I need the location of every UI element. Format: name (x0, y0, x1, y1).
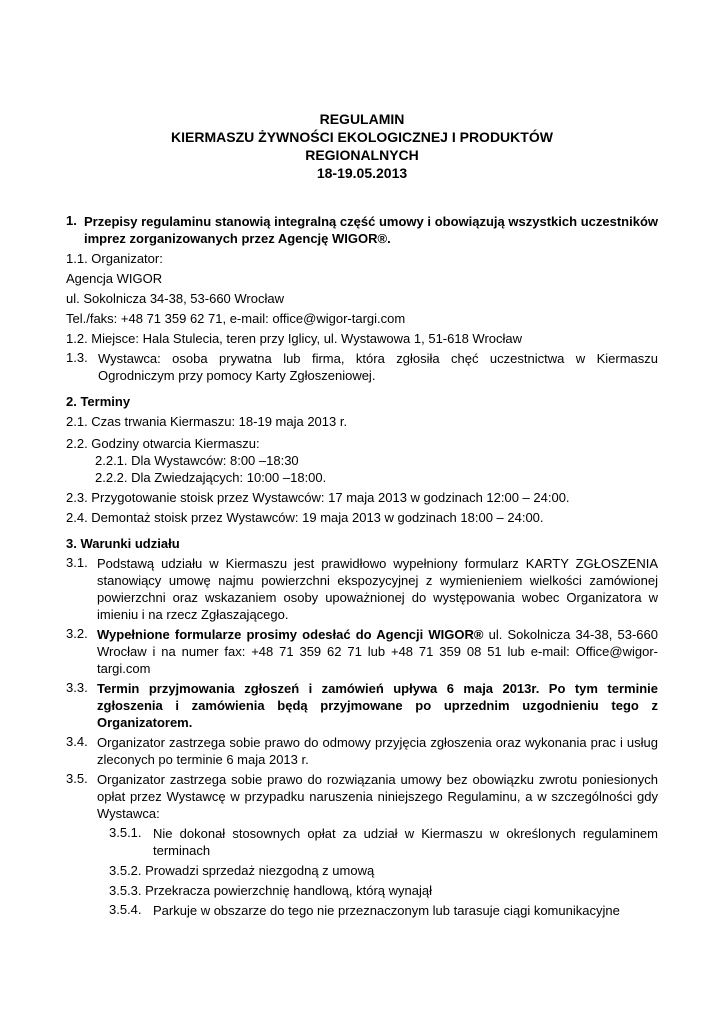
item-3-5-4-number: 3.5.4. (109, 902, 142, 917)
item-2-3: 2.3. Przygotowanie stoisk przez Wystawców: 17 maja 2013 w godzinach 12:00 – 24:00. (66, 490, 570, 505)
organizer-contact: Tel./faks: +48 71 359 62 71, e-mail: office@wigor-targi.com (66, 311, 406, 326)
item-1-3-text: Wystawca: osoba prywatna lub firma, która zgłosiła chęć uczestnictwa w Kiermaszu Ogrodniczym przy pomocy Karty Zgłoszeniowej. (98, 351, 658, 383)
item-3-4-number: 3.4. (66, 734, 88, 749)
item-3-5-4-text: Parkuje w obszarze do tego nie przeznaczonym lub tarasuje ciągi komunikacyjne (153, 903, 620, 918)
item-3-2-rest-text: ul. Sokolnicza 34-38, 53-660 Wrocław i na numer fax: +48 71 359 62 71 lub +48 71 359 08 51 lub e-mail: Office@wigor-targi.com (97, 627, 658, 676)
section-1-number: 1. (66, 213, 77, 228)
item-3-1-text: Podstawą udziału w Kiermaszu jest prawidłowo wypełniony formularz KARTY ZGŁOSZENIA stanowiący umowę najmu powierzchni ekspozycyjnej z wymienieniem wielkości zamówionej powierzchni oraz wskazaniem osoby upoważnionej do występowania wobec Organizatora w imieniu i na rzecz Zgłaszającego. (97, 556, 658, 622)
title-line-3: REGIONALNYCH (305, 147, 419, 163)
item-1-3-number: 1.3. (66, 350, 88, 365)
item-3-5-4 (66, 902, 658, 919)
item-1-3 (66, 350, 658, 384)
item-3-3-text: Termin przyjmowania zgłoszeń i zamówień upływa 6 maja 2013r. Po tym terminie zgłoszenia i zamówienia będą przyjmowane po uprzednim uzgodnieniu tego z Organizatorem. (97, 681, 658, 730)
section-3-heading: 3. Warunki udziału (66, 536, 180, 551)
organizer-address: ul. Sokolnicza 34-38, 53-660 Wrocław (66, 291, 284, 306)
item-2-1: 2.1. Czas trwania Kiermaszu: 18-19 maja 2013 r. (66, 414, 348, 429)
item-3-3 (66, 680, 658, 731)
organizer-name: Agencja WIGOR (66, 271, 163, 286)
item-3-5-text: Organizator zastrzega sobie prawo do rozwiązania umowy bez obowiązku zwrotu poniesionych opłat przez Wystawcę w przypadku naruszenia niniejszego Regulaminu, a w szczególności gdy Wystawca: (97, 772, 658, 821)
section-1-text: Przepisy regulaminu stanowią integralną część umowy i obowiązują wszystkich uczestników imprez zorganizowanych przez Agencję WIGOR®. (84, 214, 658, 246)
item-3-2-bold-text: Wypełnione formularze prosimy odesłać do Agencji WIGOR® (97, 627, 484, 642)
item-3-5-1-text: Nie dokonał stosownych opłat za udział w Kiermaszu w określonych regulaminem terminach (153, 826, 658, 858)
title-line-1: REGULAMIN (319, 111, 405, 127)
item-3-4-text: Organizator zastrzega sobie prawo do odmowy przyjęcia zgłoszenia oraz wykonania prac i usług zleconych po terminie 6 maja 2013 r. (97, 735, 658, 767)
item-3-2-number: 3.2. (66, 626, 88, 641)
item-2-2: 2.2. Godziny otwarcia Kiermaszu: (66, 436, 260, 451)
item-3-1-number: 3.1. (66, 555, 88, 570)
section-2-heading: 2. Terminy (66, 394, 131, 409)
item-3-5 (66, 771, 658, 822)
item-3-5-1-number: 3.5.1. (109, 825, 142, 840)
item-2-4: 2.4. Demontaż stoisk przez Wystawców: 19 maja 2013 w godzinach 18:00 – 24:00. (66, 510, 544, 525)
item-3-3-number: 3.3. (66, 680, 88, 695)
item-3-5-1 (66, 825, 658, 859)
item-2-2-2: 2.2.2. Dla Zwiedzających: 10:00 –18:00. (95, 470, 327, 485)
item-3-2 (66, 626, 658, 677)
item-1-2: 1.2. Miejsce: Hala Stulecia, teren przy Iglicy, ul. Wystawowa 1, 51-618 Wrocław (66, 331, 523, 346)
item-3-5-number: 3.5. (66, 771, 88, 786)
item-2-2-1: 2.2.1. Dla Wystawców: 8:00 –18:30 (95, 453, 299, 468)
item-3-4 (66, 734, 658, 768)
title-line-4: 18-19.05.2013 (316, 165, 408, 181)
item-3-5-3: 3.5.3. Przekracza powierzchnię handlową, którą wynajął (109, 883, 433, 898)
item-3-5-2: 3.5.2. Prowadzi sprzedaż niezgodną z umową (109, 863, 375, 878)
title-line-2: KIERMASZU ŻYWNOŚCI EKOLOGICZNEJ I PRODUKTÓW (171, 129, 553, 145)
document-title (60, 110, 664, 182)
section-1-intro (66, 213, 658, 247)
item-3-1 (66, 555, 658, 623)
item-3-2-text (97, 626, 658, 677)
document-body (66, 213, 658, 919)
item-1-1: 1.1. Organizator: (66, 251, 163, 266)
